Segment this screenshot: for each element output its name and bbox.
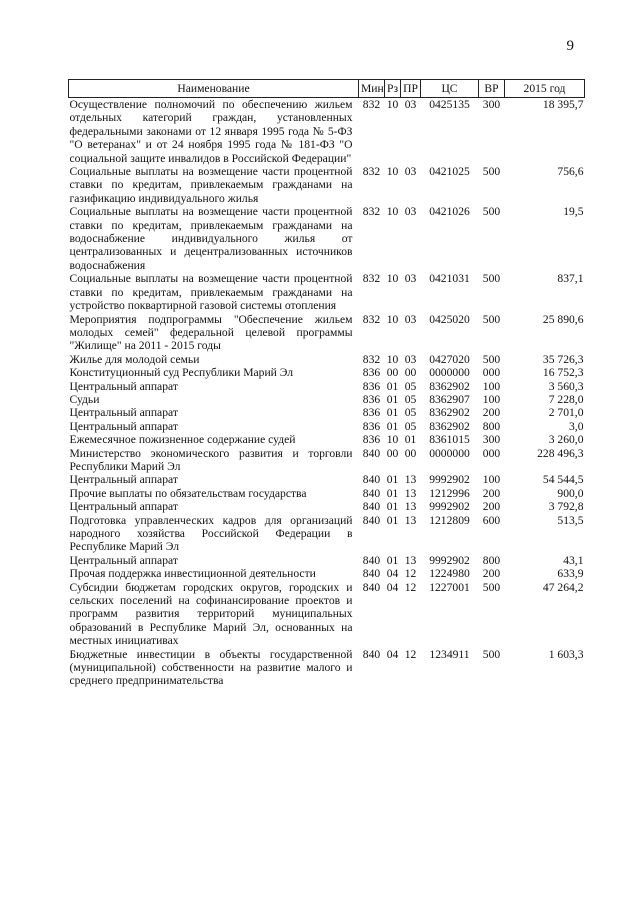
row-vr: 100	[482, 392, 501, 406]
row-cs: 8362902	[429, 419, 470, 433]
header-rz: Рз	[385, 80, 401, 98]
row-min: 840	[362, 553, 381, 567]
row-rz: 01	[386, 553, 399, 567]
row-name: Конституционный суд Республики Марий Эл	[69, 366, 294, 380]
row-rz: 10	[386, 98, 399, 111]
row-name: Центральный аппарат	[69, 500, 178, 514]
row-min: 832	[362, 352, 381, 366]
table-row	[69, 380, 585, 393]
row-name: Осуществление полномочий по обеспечению жильем отдельных категорий граждан, установленных федеральными законами от 12 января 1995 года № 5-ФЗ "О ветеранах" и от 24 ноября 1995 года № 181-ФЗ "О социальной защите инвалидов в Российской Федерации"	[69, 98, 353, 165]
header-min: Мин	[359, 80, 385, 98]
row-sum: 18 395,7	[542, 98, 584, 111]
header-pr: ПР	[401, 80, 421, 98]
row-vr: 600	[482, 513, 501, 527]
row-pr: 03	[404, 98, 417, 111]
row-vr: 500	[482, 165, 501, 179]
row-cs: 0421026	[429, 205, 470, 219]
row-pr: 00	[404, 366, 417, 380]
row-min: 836	[362, 392, 381, 406]
table-row	[69, 433, 585, 446]
row-rz: 04	[386, 567, 399, 581]
row-name: Судьи	[69, 392, 100, 406]
row-rz: 10	[386, 433, 399, 447]
table-row	[69, 366, 585, 379]
row-min: 840	[362, 580, 381, 594]
row-cs: 9992902	[429, 473, 470, 487]
row-min: 832	[362, 165, 381, 179]
table-row	[69, 500, 585, 513]
row-min: 836	[362, 379, 381, 393]
table-header-row	[69, 80, 585, 98]
row-cs: 0425020	[429, 312, 470, 326]
row-name: Социальные выплаты на возмещение части процентной ставки по кредитам, привлекаемым гражданами на устройство поквартирной газовой системы отопления	[69, 272, 353, 313]
row-vr: 200	[482, 567, 501, 581]
row-sum: 513,5	[557, 513, 584, 527]
row-min: 836	[362, 366, 381, 380]
header-name: Наименование	[69, 80, 359, 98]
row-min: 836	[362, 419, 381, 433]
row-vr: 200	[482, 486, 501, 500]
row-rz: 01	[386, 406, 399, 420]
row-cs: 0421031	[429, 272, 470, 286]
table-row	[69, 420, 585, 433]
row-pr: 12	[404, 580, 417, 594]
row-rz: 01	[386, 513, 399, 527]
row-vr: 800	[482, 419, 501, 433]
row-min: 836	[362, 433, 381, 447]
page-number: 9	[566, 38, 574, 54]
row-vr: 000	[482, 366, 501, 380]
row-vr: 500	[482, 580, 501, 594]
row-sum: 3 260,0	[548, 433, 584, 447]
row-pr: 05	[404, 406, 417, 420]
row-rz: 01	[386, 500, 399, 514]
row-cs: 0421025	[429, 165, 470, 179]
row-cs: 1234911	[429, 647, 470, 661]
row-cs: 0427020	[429, 352, 470, 366]
row-pr: 03	[404, 352, 417, 366]
row-sum: 2 701,0	[548, 406, 584, 420]
table-row	[69, 554, 585, 567]
row-rz: 10	[386, 352, 399, 366]
row-sum: 3 792,8	[548, 500, 584, 514]
row-vr: 100	[482, 379, 501, 393]
row-sum: 633,9	[557, 567, 584, 581]
table-row	[69, 648, 585, 688]
row-rz: 01	[386, 419, 399, 433]
row-name: Ежемесячное пожизненное содержание судей	[69, 433, 296, 447]
row-pr: 03	[404, 272, 417, 286]
row-name: Жилье для молодой семьи	[69, 352, 200, 366]
row-name: Бюджетные инвестиции в объекты государственной (муниципальной) собственности на развитие малого и среднего предпринимательства	[69, 647, 353, 688]
row-name: Социальные выплаты на возмещение части процентной ставки по кредитам, привлекаемым гражданами на водоснабжение индивидуального жилья от централизованных и децентрализованных источников водоснабжения	[69, 205, 353, 272]
row-min: 840	[362, 473, 381, 487]
row-cs: 1212809	[429, 513, 470, 527]
table-row	[69, 165, 585, 205]
row-rz: 10	[386, 205, 399, 219]
row-pr: 13	[404, 553, 417, 567]
row-name: Мероприятия подпрограммы "Обеспечение жильем молодых семей" федеральной целевой программы "Жилище" на 2011 - 2015 годы	[69, 312, 353, 353]
table-row	[69, 581, 585, 648]
row-sum: 54 544,5	[542, 473, 584, 487]
row-sum: 47 264,2	[542, 580, 584, 594]
row-rz: 01	[386, 473, 399, 487]
row-cs: 8362902	[429, 406, 470, 420]
row-name: Прочие выплаты по обязательствам государства	[69, 486, 307, 500]
header-cs: ЦС	[421, 80, 479, 98]
row-sum: 16 752,3	[542, 366, 584, 380]
row-rz: 00	[386, 446, 399, 460]
row-rz: 01	[386, 379, 399, 393]
row-name: Министерство экономического развития и торговли Республики Марий Эл	[69, 446, 353, 473]
row-min: 840	[362, 567, 381, 581]
row-sum: 25 890,6	[542, 312, 584, 326]
row-sum: 43,1	[563, 553, 584, 567]
table-row	[69, 313, 585, 353]
row-cs: 8362902	[429, 379, 470, 393]
row-cs: 8362907	[429, 392, 470, 406]
row-rz: 00	[386, 366, 399, 380]
table-row	[69, 473, 585, 486]
row-min: 840	[362, 446, 381, 460]
row-min: 840	[362, 647, 381, 661]
row-pr: 00	[404, 446, 417, 460]
row-pr: 03	[404, 165, 417, 179]
row-name: Центральный аппарат	[69, 406, 178, 420]
row-vr: 500	[482, 272, 501, 286]
row-cs: 0000000	[429, 366, 470, 380]
row-vr: 200	[482, 406, 501, 420]
row-name: Субсидии бюджетам городских округов, городских и сельских поселений на софинансирование проектов и программ развития территорий муниципальных образований в Республике Марий Эл, основанных на местных инициативах	[69, 580, 353, 648]
budget-table	[68, 79, 585, 688]
row-pr: 13	[404, 486, 417, 500]
header-vr: ВР	[479, 80, 505, 98]
row-sum: 228 496,3	[537, 446, 584, 460]
row-vr: 000	[482, 446, 501, 460]
row-pr: 05	[404, 392, 417, 406]
row-sum: 1 603,3	[548, 647, 584, 661]
row-vr: 500	[482, 352, 501, 366]
table-row	[69, 567, 585, 580]
row-name: Центральный аппарат	[69, 419, 178, 433]
row-sum: 3 560,3	[548, 379, 584, 393]
row-min: 832	[362, 98, 381, 111]
row-rz: 10	[386, 312, 399, 326]
row-sum: 900,0	[557, 486, 584, 500]
row-vr: 300	[482, 98, 501, 111]
row-min: 840	[362, 486, 381, 500]
row-sum: 837,1	[557, 272, 584, 286]
row-sum: 3,0	[569, 419, 584, 433]
row-vr: 500	[482, 205, 501, 219]
table-row	[69, 406, 585, 419]
row-rz: 01	[386, 486, 399, 500]
table-row	[69, 487, 585, 500]
row-pr: 01	[404, 433, 417, 447]
row-rz: 04	[386, 647, 399, 661]
row-sum: 7 228,0	[548, 392, 584, 406]
row-sum: 756,6	[557, 165, 584, 179]
row-sum: 35 726,3	[542, 352, 584, 366]
row-pr: 05	[404, 419, 417, 433]
row-name: Центральный аппарат	[69, 473, 178, 487]
table-row	[69, 272, 585, 312]
row-min: 836	[362, 406, 381, 420]
table-row	[69, 98, 585, 166]
table-row	[69, 514, 585, 554]
row-name: Подготовка управленческих кадров для организаций народного хозяйства Российской Федерации в Республике Марий Эл	[69, 513, 353, 554]
table-row	[69, 205, 585, 272]
row-vr: 100	[482, 473, 501, 487]
row-vr: 500	[482, 647, 501, 661]
row-name: Центральный аппарат	[69, 553, 178, 567]
table-row	[69, 353, 585, 366]
row-cs: 8361015	[429, 433, 470, 447]
row-cs: 1212996	[429, 486, 470, 500]
row-cs: 1227001	[429, 580, 470, 594]
table-row	[69, 447, 585, 474]
row-min: 840	[362, 500, 381, 514]
row-pr: 12	[404, 567, 417, 581]
row-min: 832	[362, 312, 381, 326]
row-cs: 9992902	[429, 553, 470, 567]
row-pr: 13	[404, 513, 417, 527]
row-name: Социальные выплаты на возмещение части процентной ставки по кредитам, привлекаемым гражданами на газификацию индивидуального жилья	[69, 165, 353, 205]
row-pr: 03	[404, 205, 417, 219]
row-pr: 05	[404, 379, 417, 393]
row-sum: 19,5	[563, 205, 584, 219]
row-pr: 13	[404, 473, 417, 487]
row-cs: 0000000	[429, 446, 470, 460]
row-rz: 10	[386, 272, 399, 286]
row-min: 832	[362, 272, 381, 286]
row-pr: 03	[404, 312, 417, 326]
header-year: 2015 год	[505, 80, 585, 98]
row-rz: 01	[386, 392, 399, 406]
row-pr: 13	[404, 500, 417, 514]
row-pr: 12	[404, 647, 417, 661]
row-rz: 04	[386, 580, 399, 594]
row-name: Прочая поддержка инвестиционной деятельности	[69, 567, 316, 581]
row-cs: 0425135	[429, 98, 470, 111]
row-cs: 1224980	[429, 567, 470, 581]
row-cs: 9992902	[429, 500, 470, 514]
row-name: Центральный аппарат	[69, 379, 178, 393]
row-vr: 800	[482, 553, 501, 567]
row-min: 832	[362, 205, 381, 219]
row-vr: 500	[482, 312, 501, 326]
row-rz: 10	[386, 165, 399, 179]
row-min: 840	[362, 513, 381, 527]
table-row	[69, 393, 585, 406]
row-vr: 200	[482, 500, 501, 514]
row-vr: 300	[482, 433, 501, 447]
